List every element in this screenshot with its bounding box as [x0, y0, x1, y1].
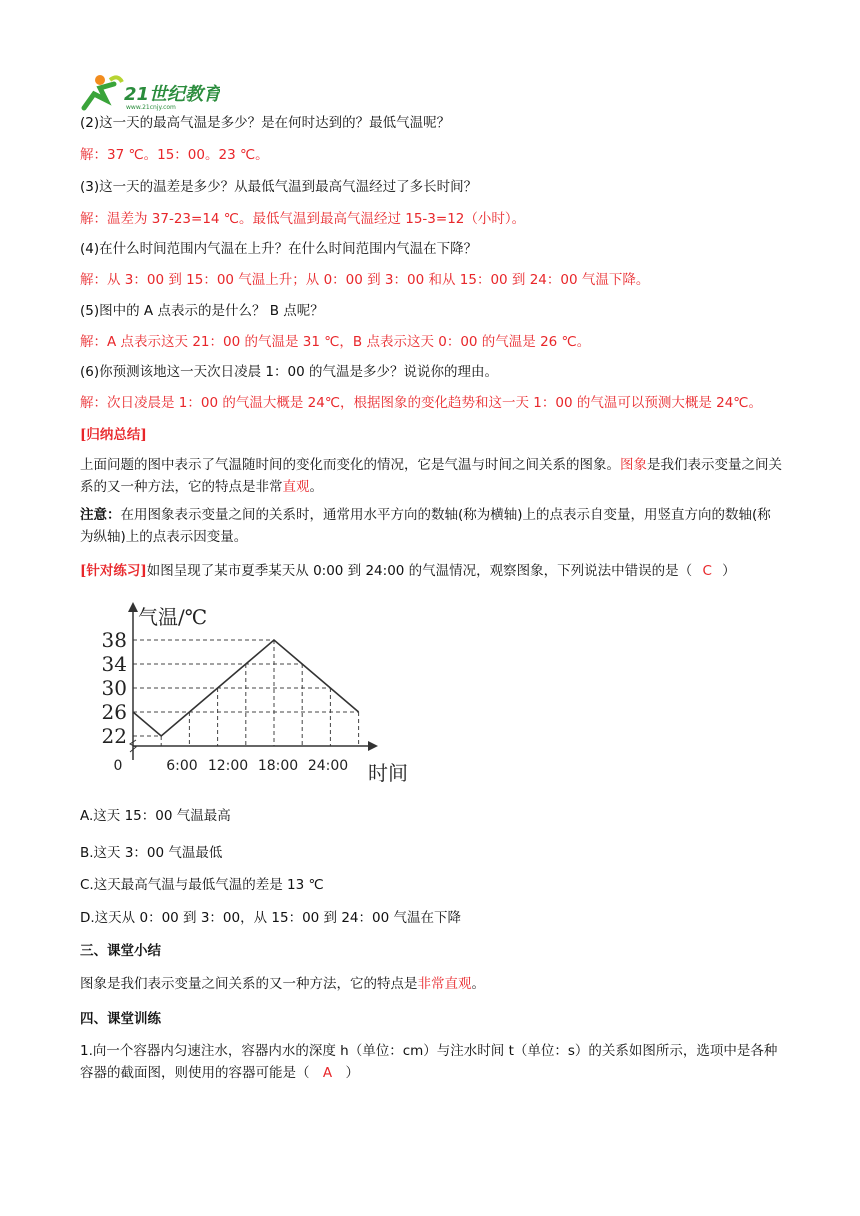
practice-heading: [针对练习]: [80, 563, 147, 579]
section-4-q1-answer: A: [322, 1065, 333, 1081]
temperature-chart-svg: [96, 600, 426, 790]
summary-text-b: 图象: [620, 457, 647, 473]
logo-text: 21世纪教育: [124, 84, 220, 105]
option-c: C.这天最高气温与最低气温的差是 13 ℃: [80, 877, 324, 893]
practice-text: 如图呈现了某市夏季某天从 0:00 到 24:00 的气温情况，观察图象，下列说法中错误的是（: [146, 563, 693, 579]
x-axis-title: 时间: [368, 761, 408, 785]
question-4: (4)在什么时间范围内气温在上升？在什么时间范围内气温在下降？: [80, 241, 478, 257]
practice-close: ）: [722, 563, 736, 579]
option-d: D.这天从 0：00 到 3：00，从 15：00 到 24：00 气温在下降: [80, 910, 461, 926]
y-tick-label-38: 38: [101, 628, 127, 652]
note-text: 在用图象表示变量之间的关系时，通常用水平方向的数轴(称为横轴)上的点表示自变量，用竖直方向的数轴(称为纵轴)上的点表示因变量。: [80, 507, 771, 545]
summary-text-d: 直观: [282, 479, 310, 495]
x-tick-label-1: 6:00: [166, 758, 198, 774]
answer-5: 解：A 点表示这天 21：00 的气温是 31 ℃，B 点表示这天 0：00 的气温是 26 ℃。: [80, 334, 591, 350]
summary-text-a: 上面问题的图中表示了气温随时间的变化而变化的情况，它是气温与时间之间关系的图象。: [80, 457, 620, 473]
y-axis-arrow: [128, 602, 138, 612]
summary-text-c: 是我们表示变量之间关系的又一种方法，它的特点是非常: [80, 457, 782, 495]
y-tick-label-26: 26: [101, 700, 127, 724]
practice-line: [80, 561, 736, 581]
runner-icon: [84, 75, 122, 108]
temperature-chart: [96, 600, 426, 790]
x-tick-label-0: 0: [113, 758, 123, 774]
question-5: (5)图中的 A 点表示的是什么？ B 点呢？: [80, 303, 324, 319]
section-3-text: [80, 974, 485, 994]
section-3-title: 三、课堂小结: [80, 943, 161, 959]
section-4-q1-close: ）: [345, 1065, 359, 1081]
question-6: (6)你预测该地这一天次日凌晨 1：00 的气温是多少？说说你的理由。: [80, 364, 498, 380]
practice-answer: C: [702, 563, 712, 579]
option-b: B.这天 3：00 气温最低: [80, 845, 223, 861]
summary-text-e: 。: [309, 479, 323, 495]
answer-3: 解：温差为 37-23=14 ℃。最低气温到最高气温经过 15-3=12（小时）。: [80, 211, 526, 227]
answer-4: 解：从 3：00 到 15：00 气温上升；从 0：00 到 3：00 和从 15：00 到 24：00 气温下降。: [80, 272, 650, 288]
summary-heading: [归纳总结]: [80, 427, 147, 443]
y-tick-label-22: 22: [101, 724, 127, 748]
note-paragraph: [80, 504, 784, 548]
option-a: A.这天 15：00 气温最高: [80, 808, 231, 824]
section-3-text-a: 图象是我们表示变量之间关系的又一种方法，它的特点是: [80, 976, 418, 992]
section-4-q1-text: 1.向一个容器内匀速注水，容器内水的深度 h（单位：cm）与注水时间 t（单位：s）的关系如图所示，选项中是各种容器的截面图，则使用的容器可能是（: [80, 1043, 778, 1081]
logo-url: www.21cnjy.com: [126, 104, 176, 111]
answer-6: 解：次日凌晨是 1：00 的气温大概是 24℃，根据图象的变化趋势和这一天 1：00 的气温可以预测大概是 24℃。: [80, 395, 762, 411]
y-tick-label-30: 30: [101, 676, 127, 700]
x-tick-label-4: 24:00: [307, 758, 349, 774]
x-tick-label-3: 18:00: [257, 758, 299, 774]
y-tick-label-34: 34: [101, 652, 127, 676]
section-3-text-c: 。: [471, 976, 485, 992]
section-4-title: 四、课堂训练: [80, 1011, 161, 1027]
x-tick-label-2: 12:00: [207, 758, 249, 774]
note-label: 注意：: [80, 507, 121, 523]
question-2: (2)这一天的最高气温是多少？是在何时达到的？最低气温呢？: [80, 115, 451, 131]
x-axis-arrow: [368, 741, 378, 751]
y-axis-title: 气温/℃: [138, 605, 208, 629]
section-4-question-1: [80, 1040, 784, 1084]
answer-2: 解：37 ℃。15：00。23 ℃。: [80, 147, 269, 163]
logo: [80, 72, 220, 112]
question-3: (3)这一天的温差是多少？从最低气温到最高气温经过了多长时间？: [80, 179, 478, 195]
summary-paragraph: [80, 454, 784, 498]
section-3-text-b: 非常直观: [417, 976, 472, 992]
